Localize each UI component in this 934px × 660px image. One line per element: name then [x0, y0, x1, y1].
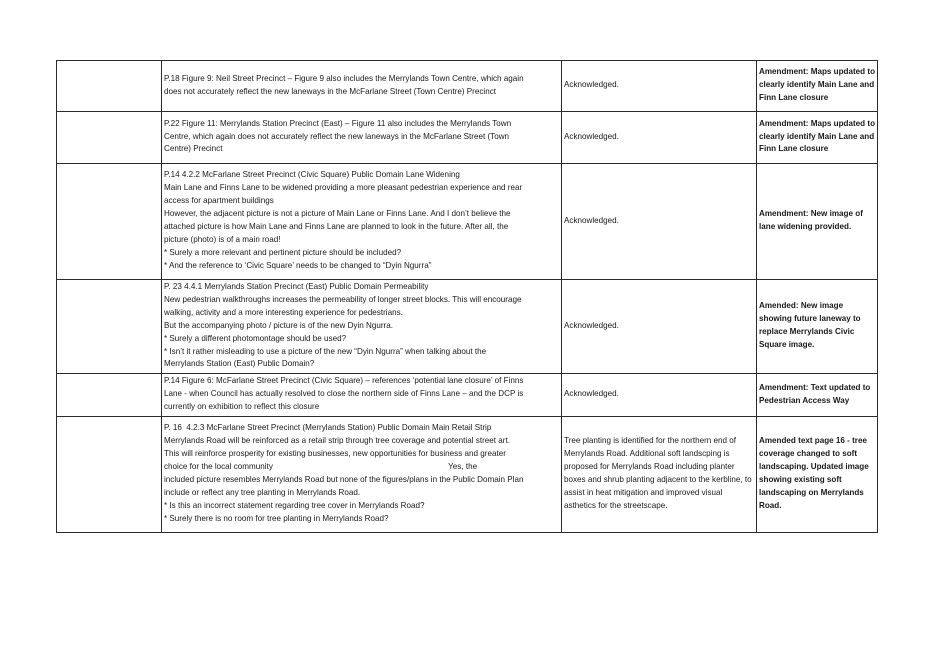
submission-line: included picture resembles Merrylands Road but none of the figures/plans in the Public Domain Plan — [164, 475, 524, 485]
submissions-table — [56, 60, 878, 533]
table-row — [57, 164, 878, 280]
submission-line: * Surely a different photomontage should be used? — [164, 333, 347, 343]
submission-line: attached picture is how Main Lane and Finns Lane are planned to look in the future. After all, the — [164, 222, 509, 231]
submission-line: P.14 Figure 6: McFarlane Street Precinct (Civic Square) – references ‘potential lane closure’ of Finns — [164, 376, 524, 386]
submitter-cell — [57, 164, 162, 280]
submission-line: P.14 4.2.2 McFarlane Street Precinct (Civic Square) Public Domain Lane Widening — [164, 170, 460, 180]
table-row — [57, 61, 878, 112]
table-row — [57, 417, 878, 533]
response-cell: Acknowledged. — [562, 374, 757, 417]
submission-line: P. 16 4.2.3 McFarlane Street Precinct (Merrylands Station) Public Domain Main Retail Strip — [164, 423, 492, 433]
action-cell: Amendment: Maps updated to clearly identify Main Lane and Finn Lane closure — [757, 61, 878, 112]
submission-line: include or reflect any tree planting in Merrylands Road. — [164, 487, 361, 497]
submission-line: * Isn’t it rather misleading to use a picture of the new “Dyin Ngurra” when talking about the — [164, 346, 487, 356]
submission-line: Lane - when Council has actually resolved to close the northern side of Finns Lane – and the DCP is — [164, 389, 524, 399]
submission-line: P.18 Figure 9: Neil Street Precinct – Figure 9 also includes the Merrylands Town Centre, which again — [164, 73, 524, 83]
submission-line: * Surely there is no room for tree planting in Merrylands Road? — [164, 513, 389, 523]
response-cell: Tree planting is identified for the northern end of Merrylands Road. Additional soft landscping is proposed for Merrylands Road including planter boxes and shrub planting adjacent to the kerbline, to assist in heat mitigation and improved visual asthetics for the streetscape. — [562, 417, 757, 533]
response-cell: Acknowledged. — [562, 164, 757, 280]
submission-line: But the accompanying photo / picture is of the new Dyin Ngurra. — [164, 320, 393, 330]
submission-line: P.22 Figure 11: Merrylands Station Precinct (East) – Figure 11 also includes the Merrylands Town — [164, 118, 512, 128]
action-cell: Amendment: Text updated to Pedestrian Access Way — [757, 374, 878, 417]
response-cell: Acknowledged. — [562, 112, 757, 164]
submission-line: currently on exhibition to reflect this closure — [164, 402, 320, 412]
table-row — [57, 112, 878, 164]
response-cell: Acknowledged. — [562, 280, 757, 374]
submission-line: * Surely a more relevant and pertinent picture should be included? — [164, 247, 402, 257]
submitter-cell — [57, 280, 162, 374]
submission-line: However, the adjacent picture is not a picture of Main Lane or Finns Lane. And I don’t believe the — [164, 209, 511, 219]
submission-cell — [162, 417, 562, 533]
submission-cell — [162, 164, 562, 280]
action-cell: Amended text page 16 - tree coverage changed to soft landscaping. Updated image showing existing soft landscaping on Merrylands Road. — [757, 417, 878, 533]
action-cell: Amendment: New image of lane widening provided. — [757, 164, 878, 280]
submission-cell — [162, 374, 562, 417]
submission-line: Merrylands Road will be reinforced as a retail strip through tree coverage and potential street art. — [164, 436, 510, 446]
submitter-cell — [57, 61, 162, 112]
action-cell: Amendment: Maps updated to clearly identify Main Lane and Finn Lane closure — [757, 112, 878, 164]
submission-cell — [162, 112, 562, 164]
action-cell: Amended: New image showing future laneway to replace Merrylands Civic Square image. — [757, 280, 878, 374]
submission-line: Main Lane and Finns Lane to be widened providing a more pleasant pedestrian experience and rear — [164, 183, 523, 193]
submission-line: picture (photo) is of a main road! — [164, 234, 281, 244]
submission-line: access for apartment buildings — [164, 196, 274, 206]
table-row — [57, 280, 878, 374]
submission-line: Centre, which again does not accurately reflect the new laneways in the McFarlane Street (Town — [164, 131, 510, 141]
submission-line: Centre) Precinct — [164, 144, 223, 154]
submission-line: walking, activity and a more interesting experience for pedestrians. — [164, 307, 403, 317]
submission-line: Merrylands Station (East) Public Domain? — [164, 359, 315, 369]
submission-line: * And the reference to ‘Civic Square’ needs to be changed to “Dyin Ngurra” — [164, 260, 432, 270]
table-row — [57, 374, 878, 417]
response-cell: Acknowledged. — [562, 61, 757, 112]
submission-line: choice for the local community Yes, the — [164, 462, 478, 472]
submission-line: P. 23 4.4.1 Merrylands Station Precinct (East) Public Domain Permeability — [164, 282, 429, 291]
submission-line: This will reinforce prosperity for existing businesses, new opportunities for business and greater — [164, 449, 506, 459]
submitter-cell — [57, 374, 162, 417]
submission-cell — [162, 61, 562, 112]
submission-line: does not accurately reflect the new laneways in the McFarlane Street (Town Centre) Precinct — [164, 86, 496, 96]
submission-cell — [162, 280, 562, 374]
submission-line: New pedestrian walkthroughs increases the permeability of longer street blocks. This will encourage — [164, 294, 522, 304]
submitter-cell — [57, 417, 162, 533]
submitter-cell — [57, 112, 162, 164]
submission-line: * Is this an incorrect statement regarding tree cover in Merrylands Road? — [164, 500, 425, 510]
